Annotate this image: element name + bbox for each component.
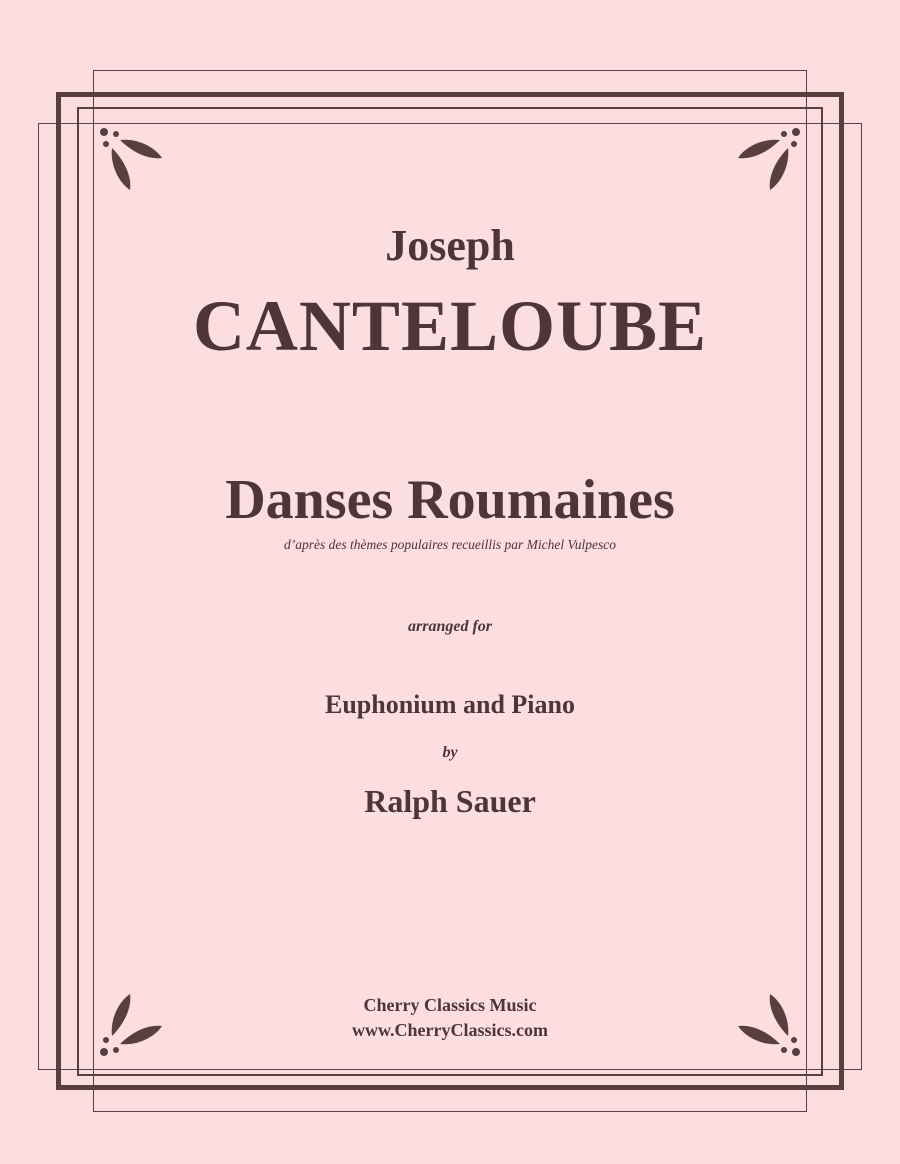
arranged-for-label: arranged for	[407, 618, 492, 635]
composer-last-name: CANTELOUBE	[192, 286, 708, 366]
arranger-name: Ralph Sauer	[364, 783, 536, 819]
publisher-website: www.CherryClassics.com	[352, 1020, 548, 1040]
work-subtitle: d’après des thèmes populaires recueillis par Michel Vulpesco	[283, 537, 617, 552]
leaf-ornament-icon	[734, 124, 804, 194]
by-label: by	[442, 744, 458, 761]
publisher-name: Cherry Classics Music	[363, 995, 537, 1015]
work-title: Danses Roumaines	[225, 469, 675, 531]
instrumentation: Euphonium and Piano	[324, 690, 575, 719]
composer-first-name: Joseph	[385, 221, 515, 270]
leaf-ornament-icon	[96, 124, 166, 194]
